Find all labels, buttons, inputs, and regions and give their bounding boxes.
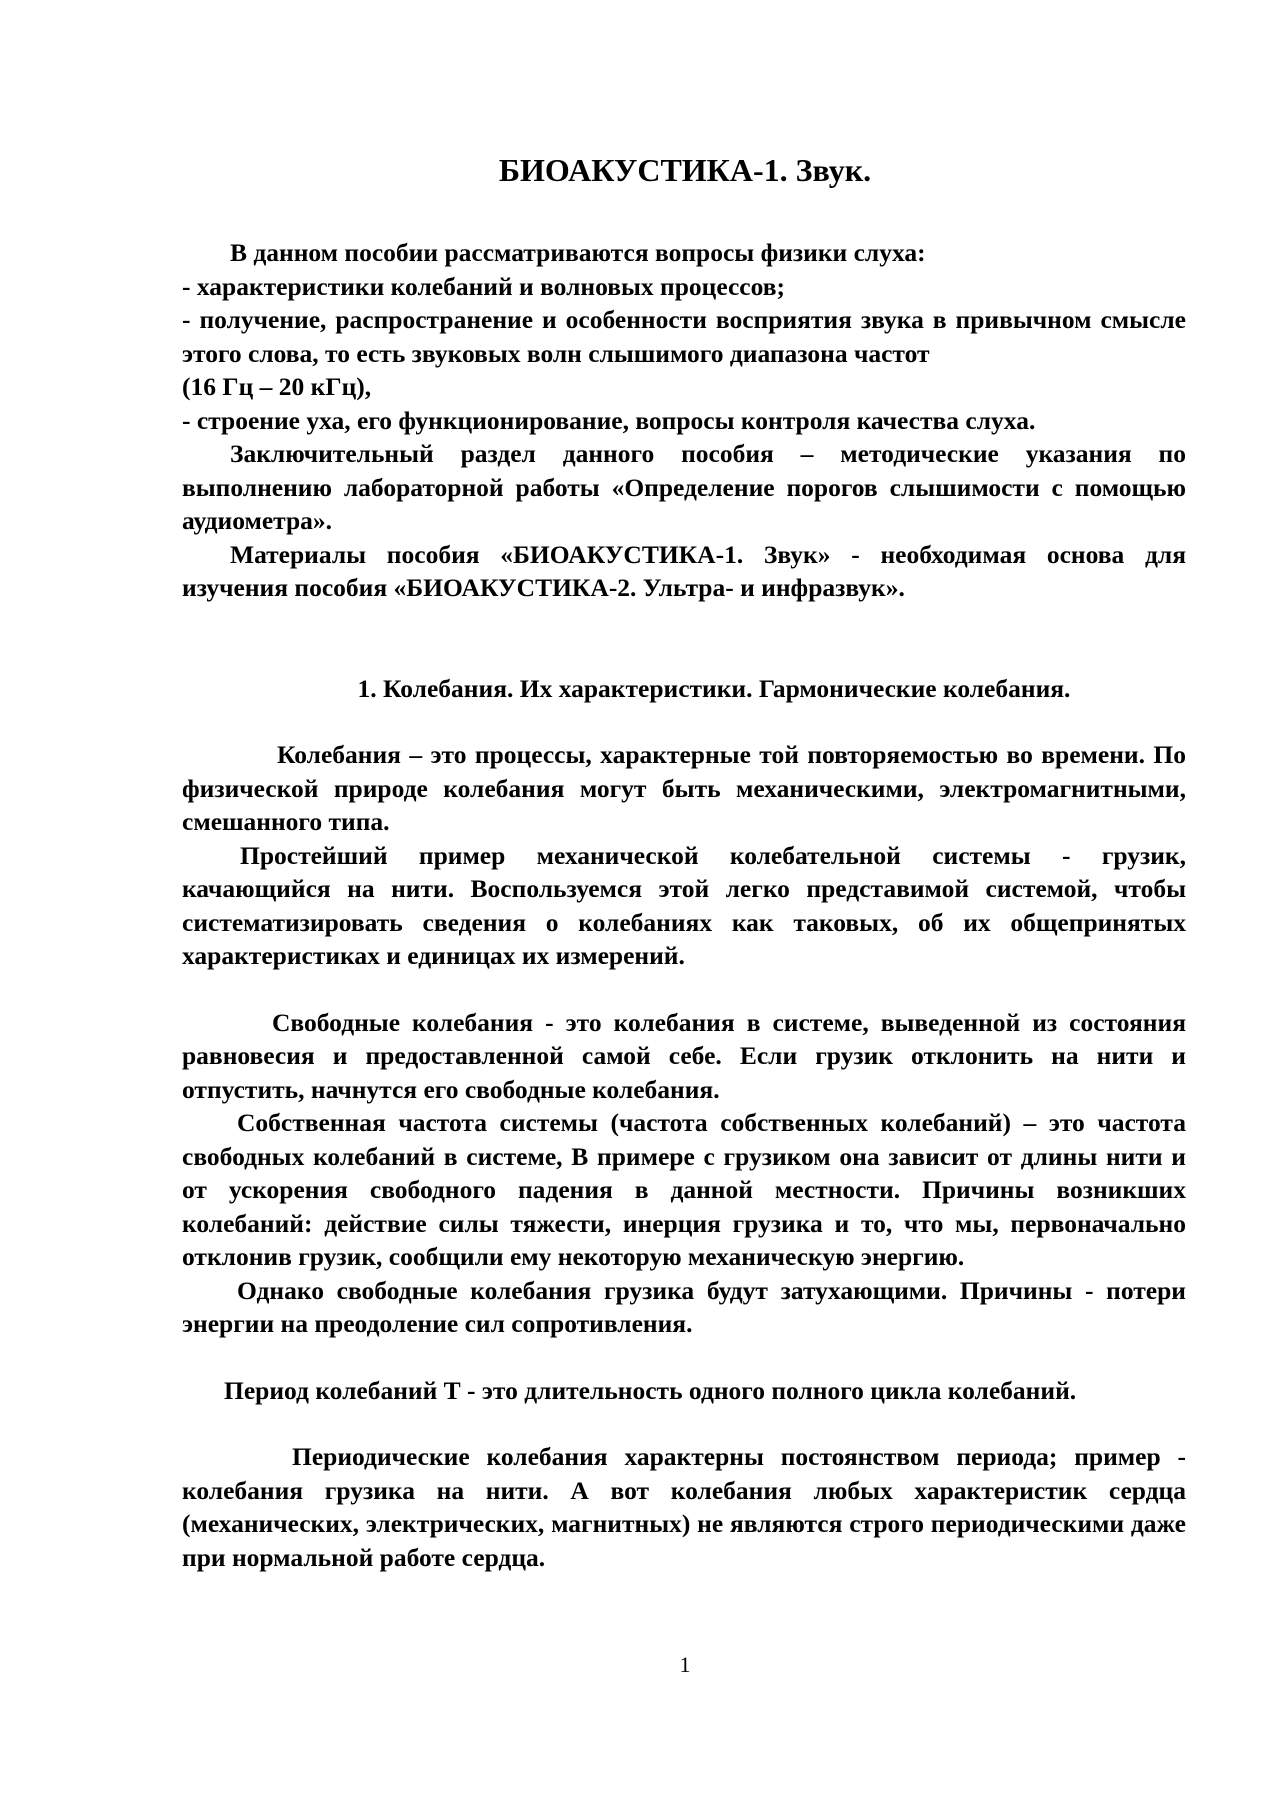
body-paragraph: Простейший пример механической колебательной системы - грузик, качающийся на нити. Воспользуемся этой легко представимой системой, чтобы систематизировать сведения о колебаниях как таковых, об их общепринятых характеристиках и единицах их измерений. [182,840,1186,970]
intro-paragraph: В данном пособии рассматриваются вопросы физики слуха: [230,238,926,267]
spacer [182,705,1186,738]
intro-paragraph: Заключительный раздел данного пособия – методические указания по выполнению лабораторной работы «Определение порогов слышимости с помощью аудиометра». [182,439,1186,535]
document-title: БИОАКУСТИКА-1. Звук. [498,152,872,188]
body-paragraph: Колебания – это процессы, характерные той повторяемостью во времени. По физической природе колебания могут быть механическими, электромагнитными, смешанного типа. [182,740,1186,836]
intro-list-item: - характеристики колебаний и волновых процессов; [182,271,785,301]
body-paragraph: Период колебаний Т - это длительность одного полного цикла колебаний. [224,1375,1077,1405]
intro-paragraph: Материалы пособия «БИОАКУСТИКА-1. Звук» - необходимая основа для изучения пособия «БИОАКУСТИКА-2. Ультра- и инфразвук». [182,539,1186,602]
spacer [182,1341,1186,1374]
section-heading: 1. Колебания. Их характеристики. Гармонические колебания. [357,673,1071,703]
body-paragraph: Однако свободные колебания грузика будут затухающими. Причины - потери энергии на преодоление сил сопротивления. [182,1275,1186,1338]
spacer [182,1407,1186,1440]
intro-list-item: - получение, распространение и особенности восприятия звука в привычном смысле этого слова, то есть звуковых волн слышимого диапазона частот [182,305,1186,368]
intro-frequency-range: (16 Гц – 20 кГц), [182,372,372,401]
page-number: 1 [679,1652,691,1677]
spacer [182,605,1186,672]
body-paragraph: Свободные колебания - это колебания в системе, выведенной из состояния равновесия и предоставленной самой себе. Если грузик отклонить на нити и отпустить, начнутся его свободные колебания. [182,1007,1186,1104]
spacer [182,973,1186,1006]
document-body [182,236,1186,1574]
intro-list-item: - строение уха, его функционирование, вопросы контроля качества слуха. [182,405,1036,435]
body-paragraph: Периодические колебания характерны постоянством периода; пример - колебания грузика на нити. А вот колебания любых характеристик сердца (механических, электрических, магнитных) не являются строго периодическими даже при нормальной работе сердца. [182,1442,1186,1572]
body-paragraph: Собственная частота системы (частота собственных колебаний) – это частота свободных колебаний в системе, В примере с грузиком она зависит от длины нити и от ускорения свободного падения в данной местности. Причины возникших колебаний: действие силы тяжести, инерция грузика и то, что мы, первоначально отклонив грузик, сообщили ему некоторую механическую энергию. [182,1108,1186,1271]
